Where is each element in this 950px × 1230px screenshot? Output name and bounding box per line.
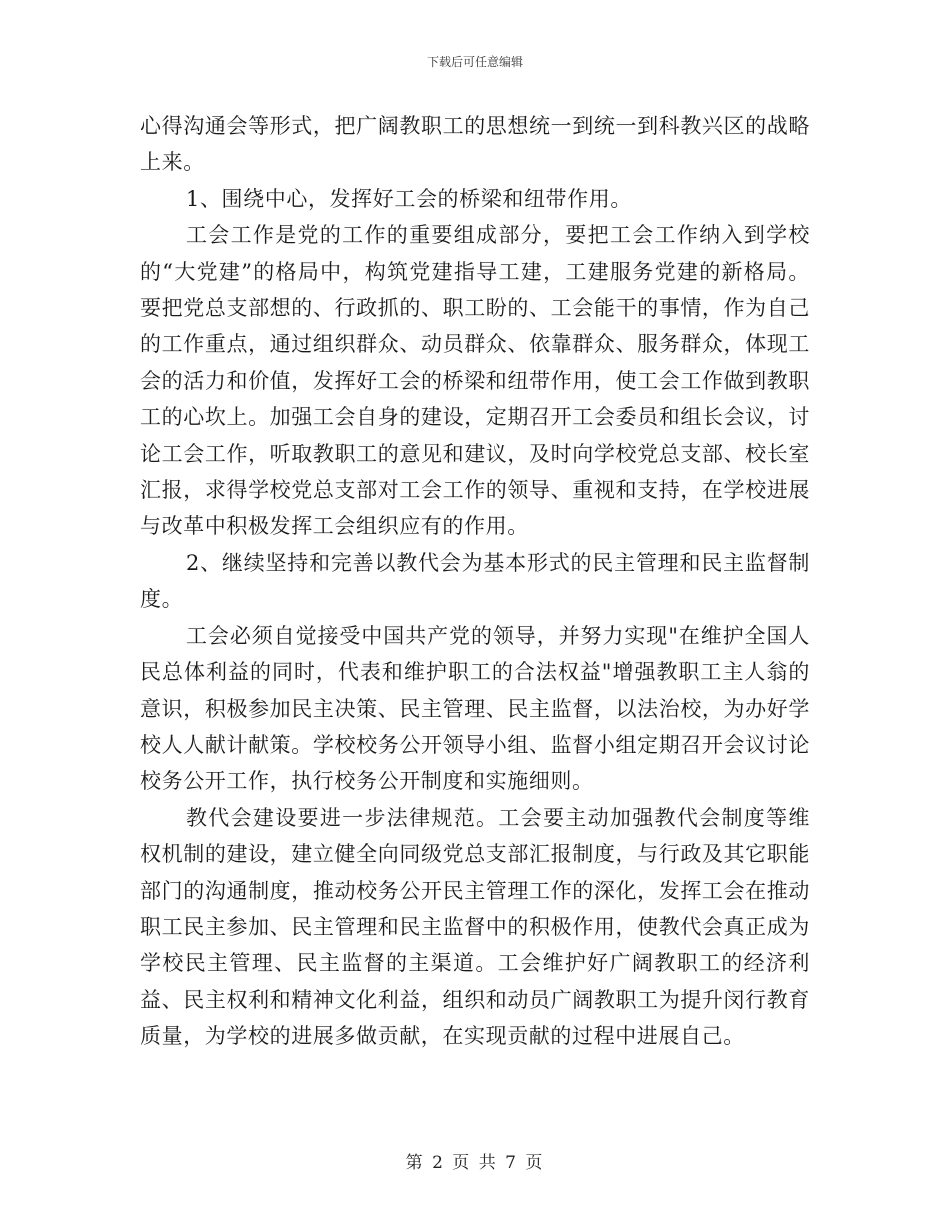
paragraph-congress-building: 教代会建设要进一步法律规范。工会要主动加强教代会制度等维权机制的建设，建立健全向同级党总支部汇报制度，与行政及其它职能部门的沟通制度，推动校务公开民主管理工作的深化，发挥工会在推动职工民主参加、民主管理和民主监督中的积极作用，使教代会真正成为学校民主管理、民主监督的主渠道。工会维护好广阔教职工的经济利益、民主权利和精神文化利益，组织和动员广阔教职工为提升闵行教育质量，为学校的进展多做贡献，在实现贡献的过程中进展自己。 xyxy=(140,805,810,1049)
paragraph-party-building: 工会工作是党的工作的重要组成部分，要把工会工作纳入到学校的“大党建”的格局中，构筑党建指导工建，工建服务党建的新格局。要把党总支部想的、行政抓的、职工盼的、工会能干的事情，作为自己的工作重点，通过组织群众、动员群众、依靠群众、服务群众，体现工会的活力和价值，发挥好工会的桥梁和纽带作用，使工会工作做到教职工的心坎上。加强工会自身的建设，定期召开工会委员和组长会议，讨论工会工作，听取教职工的意见和建议，及时向学校党总支部、校长室汇报，求得学校党总支部对工会工作的领导、重视和支持，在学校进展与改革中积极发挥工会组织应有的作用。 xyxy=(140,223,810,539)
section-heading-2: 2、继续坚持和完善以教代会为基本形式的民主管理和民主监督制度。 xyxy=(140,550,810,612)
document-body xyxy=(140,108,810,1055)
page-header: 下载后可任意编辑 xyxy=(426,55,523,69)
paragraph-continuation: 心得沟通会等形式，把广阔教职工的思想统一到统一到科教兴区的战略上来。 xyxy=(140,114,810,175)
section-heading-1: 1、围绕中心，发挥好工会的桥梁和纽带作用。 xyxy=(186,186,632,211)
page-number-footer: 第 2 页 共 7 页 xyxy=(405,1153,545,1173)
paragraph-union-leadership: 工会必须自觉接受中国共产党的领导，并努力实现"在维护全国人民总体利益的同时，代表和维护职工的合法权益"增强教职工主人翁的意识，积极参加民主决策、民主管理、民主监督，以法治校，为办好学校人人献计献策。学校校务公开领导小组、监督小组定期召开会议讨论校务公开工作，执行校务公开制度和实施细则。 xyxy=(140,623,810,794)
